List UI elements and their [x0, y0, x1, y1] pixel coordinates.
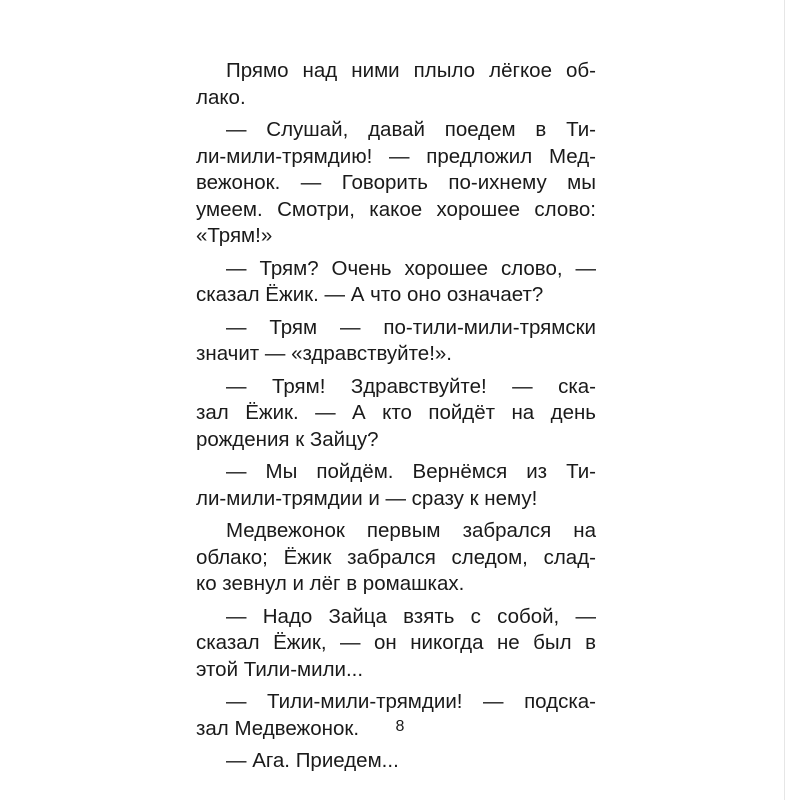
text-line: ли-мили-трямдии и — сразу к нему! — [196, 486, 538, 510]
text-line: — Трям — по-тили-мили-трямски — [226, 315, 596, 339]
page-number: 8 — [395, 718, 405, 735]
text-line: — Тили-мили-трямдии! — подска- — [226, 690, 596, 713]
text-line: зал Медвежонок. — [196, 716, 360, 740]
text-line: «Трям!» — [196, 224, 273, 247]
text-line: ли-мили-трямдию! — предложил Мед- — [196, 144, 596, 168]
text-line: значит — «здравствуйте!». — [196, 342, 452, 365]
text-line: лако. — [196, 85, 246, 109]
text-line: — Надо Зайца взять с собой, — — [226, 604, 596, 628]
text-line: Медвежонок первым забрался на — [226, 519, 596, 542]
page-edge-line — [784, 0, 785, 800]
text-line: Прямо над ними плыло лёгкое об- — [226, 59, 596, 82]
text-line: — Трям? Очень хорошее слово, — — [226, 256, 596, 280]
text-line: сказал Ёжик. — А что оно означает? — [196, 283, 544, 306]
text-line: вежонок. — Говорить по-ихнему мы — [196, 171, 596, 194]
text-line: зал Ёжик. — А кто пойдёт на день — [196, 401, 596, 424]
story-text — [196, 58, 596, 775]
text-line: — Слушай, давай поедем в Ти- — [226, 118, 596, 141]
text-line: сказал Ёжик, — он никогда не был в — [196, 631, 596, 654]
text-line: этой Тили-мили... — [196, 657, 364, 681]
text-line: ко зевнул и лёг в ромашках. — [196, 572, 465, 595]
text-line: — Трям! Здравствуйте! — ска- — [226, 374, 596, 398]
text-line: — Мы пойдём. Вернёмся из Ти- — [226, 460, 596, 483]
text-line: облако; Ёжик забрался следом, слад- — [196, 545, 596, 569]
text-line: рождения к Зайцу? — [196, 427, 379, 451]
text-line: умеем. Смотри, какое хорошее слово: — [196, 197, 596, 221]
text-line: — Ага. Приедем... — [226, 749, 399, 772]
